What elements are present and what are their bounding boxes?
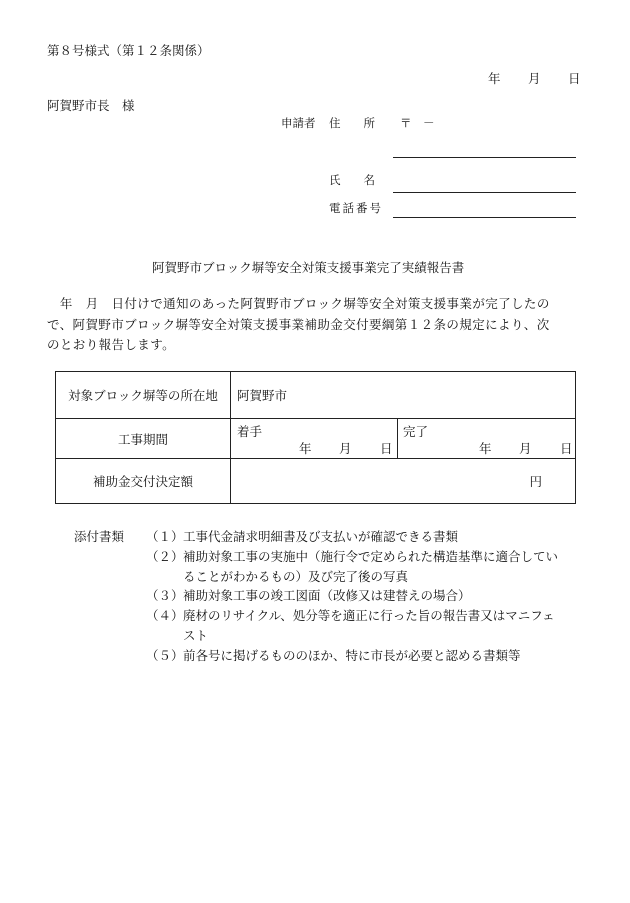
location-value: 阿賀野市 <box>231 372 576 419</box>
attachment-num-2: （２） <box>146 549 184 564</box>
amount-row <box>56 459 576 504</box>
attachment-2-line-1: 補助対象工事の実施中（施行令で定められた構造基準に適合してい <box>183 549 559 564</box>
document-title: 阿賀野市ブロック塀等安全対策支援事業完了実績報告書 <box>152 260 465 275</box>
end-day: 日 <box>560 441 573 456</box>
address-label: 住 所 <box>329 116 375 130</box>
phone-label: 電話番号 <box>329 201 383 215</box>
start-year: 年 <box>299 441 312 456</box>
period-divider <box>397 419 398 458</box>
period-cell <box>231 419 576 459</box>
attachments-label: 添付書類 <box>74 529 125 544</box>
period-label: 工事期間 <box>56 419 231 459</box>
end-label: 完了 <box>403 424 429 439</box>
attachment-5-line-1: 前各号に掲げるもののほか、特に市長が必要と認める書類等 <box>183 648 521 663</box>
end-month: 月 <box>519 441 532 456</box>
date-month-label: 月 <box>528 71 541 86</box>
addressee: 阿賀野市長 様 <box>47 98 135 113</box>
attachment-num-3: （３） <box>146 588 184 603</box>
date-day-label: 日 <box>568 71 581 86</box>
amount-value: 円 <box>231 459 576 504</box>
phone-line <box>393 217 576 218</box>
body-line-1: 年 月 日付けで通知のあった阿賀野市ブロック塀等安全対策支援事業が完了したの <box>47 296 550 311</box>
attachment-num-4: （４） <box>146 608 184 623</box>
body-line-2: で、阿賀野市ブロック塀等安全対策支援事業補助金交付要綱第１２条の規定により、次 <box>47 317 550 332</box>
attachment-num-5: （５） <box>146 648 184 663</box>
period-row <box>56 419 576 459</box>
report-table <box>55 371 576 504</box>
attachment-2-line-2: ることがわかるもの）及び完了後の写真 <box>183 569 409 584</box>
date-year-label: 年 <box>488 71 501 86</box>
start-label: 着手 <box>237 424 263 439</box>
attachment-1-line-1: 工事代金請求明細書及び支払いが確認できる書類 <box>183 529 459 544</box>
location-row <box>56 372 576 419</box>
location-label: 対象ブロック塀等の所在地 <box>56 372 231 419</box>
name-line <box>393 192 576 193</box>
body-line-3: のとおり報告します。 <box>47 337 176 352</box>
end-year: 年 <box>479 441 492 456</box>
start-month: 月 <box>339 441 352 456</box>
attachment-4-line-1: 廃材のリサイクル、処分等を適正に行った旨の報告書又はマニフェ <box>183 608 555 623</box>
form-number: 第８号様式（第１２条関係） <box>47 43 210 58</box>
applicant-label: 申請者 <box>281 116 316 130</box>
attachment-3-line-1: 補助対象工事の竣工図面（改修又は建替えの場合） <box>183 588 471 603</box>
attachment-num-1: （１） <box>146 529 184 544</box>
name-label: 氏 名 <box>329 173 375 187</box>
postal-mark: 〒 － <box>400 116 435 130</box>
amount-label: 補助金交付決定額 <box>56 459 231 504</box>
attachment-4-line-2: スト <box>183 628 209 643</box>
address-line <box>393 157 576 158</box>
start-day: 日 <box>380 441 393 456</box>
